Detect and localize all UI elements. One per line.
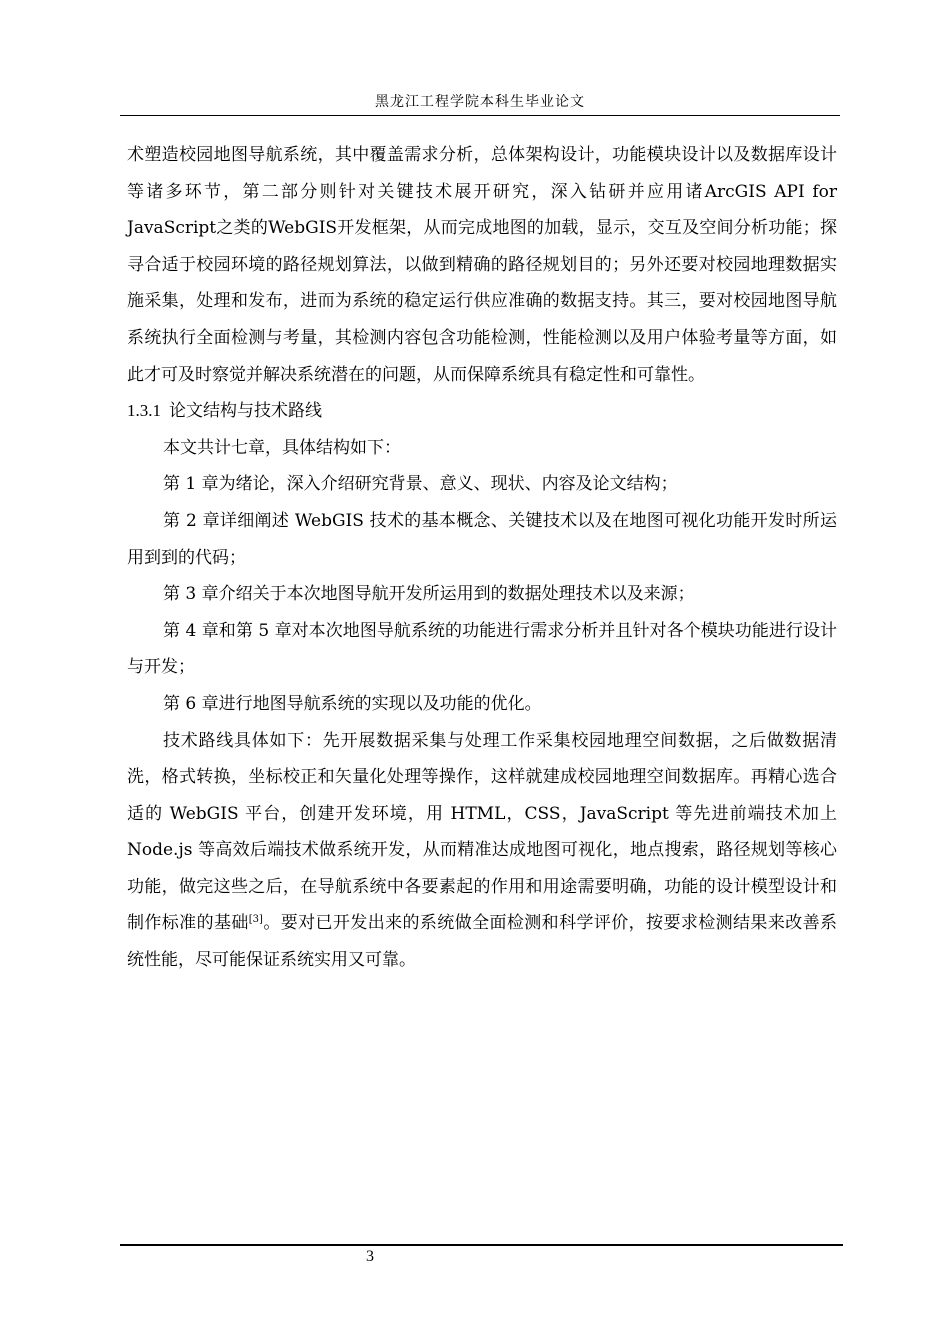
page-number: 3	[366, 1248, 374, 1265]
section-title: 论文结构与技术路线	[169, 401, 322, 422]
paragraph-chapter-3: 第 3 章介绍关于本次地图导航开发所运用到的数据处理技术以及来源；	[163, 584, 695, 605]
header-rule	[120, 115, 840, 116]
section-heading	[127, 393, 837, 430]
running-header: 黑龙江工程学院本科生毕业论文	[375, 94, 585, 110]
paragraph-chapter-count: 本文共计七章，具体结构如下：	[163, 437, 401, 458]
paragraph-chapter-1: 第 1 章为绪论，深入介绍研究背景、意义、现状、内容及论文结构；	[163, 474, 678, 495]
technical-route-text-end: 。要对已开发出来的系统做全面检测和科学评价，按要求检测结果来改善系统性能，尽可能保证系统实用又可靠。	[127, 913, 838, 971]
paragraph-chapter-6: 第 6 章进行地图导航系统的实现以及功能的优化。	[163, 693, 542, 714]
section-number: 1.3.1	[127, 401, 161, 421]
paragraph-continuation: 术塑造校园地图导航系统，其中覆盖需求分析，总体架构设计，功能模块设计以及数据库设计等诸多环节，第二部分则针对关键技术展开研究，深入钻研并应用诸ArcGIS API for JavaScript之类的WebGIS开发框架，从而完成地图的加载，显示，交互及空间分析功能；探寻合适于校园环境的路径规划算法，以做到精确的路径规划目的；另外还要对校园地理数据实施采集，处理和发布，进而为系统的稳定运行供应准确的数据支持。其三，要对校园地图导航系统执行全面检测与考量，其检测内容包含功能检测，性能检测以及用户体验考量等方面，如此才可及时察觉并解决系统潜在的问题，从而保障系统具有稳定性和可靠性。	[127, 145, 837, 385]
paragraph-technical-route	[127, 723, 837, 979]
body-text	[127, 137, 837, 979]
paragraph-chapter-4-5: 第 4 章和第 5 章对本次地图导航系统的功能进行需求分析并且针对各个模块功能进行设计与开发；	[127, 620, 837, 678]
paragraph-chapter-2: 第 2 章详细阐述 WebGIS 技术的基本概念、关键技术以及在地图可视化功能开发时所运用到到的代码；	[127, 510, 837, 568]
citation-marker[interactable]: [3]	[248, 914, 263, 926]
footer-rule	[120, 1244, 843, 1246]
technical-route-text: 技术路线具体如下：先开展数据采集与处理工作采集校园地理空间数据，之后做数据清洗，格式转换，坐标校正和矢量化处理等操作，这样就建成校园地理空间数据库。再精心选合适的 WebGIS 平台，创建开发环境，用 HTML，CSS，JavaScript 等先进前端技术加上 Node.js 等高效后端技术做系统开发，从而精准达成地图可视化，地点搜索，路径规划等核心功能，做完这些之后，在导航系统中各要素起的作用和用途需要明确，功能的设计模型设计和制作标准的基础	[127, 730, 837, 934]
